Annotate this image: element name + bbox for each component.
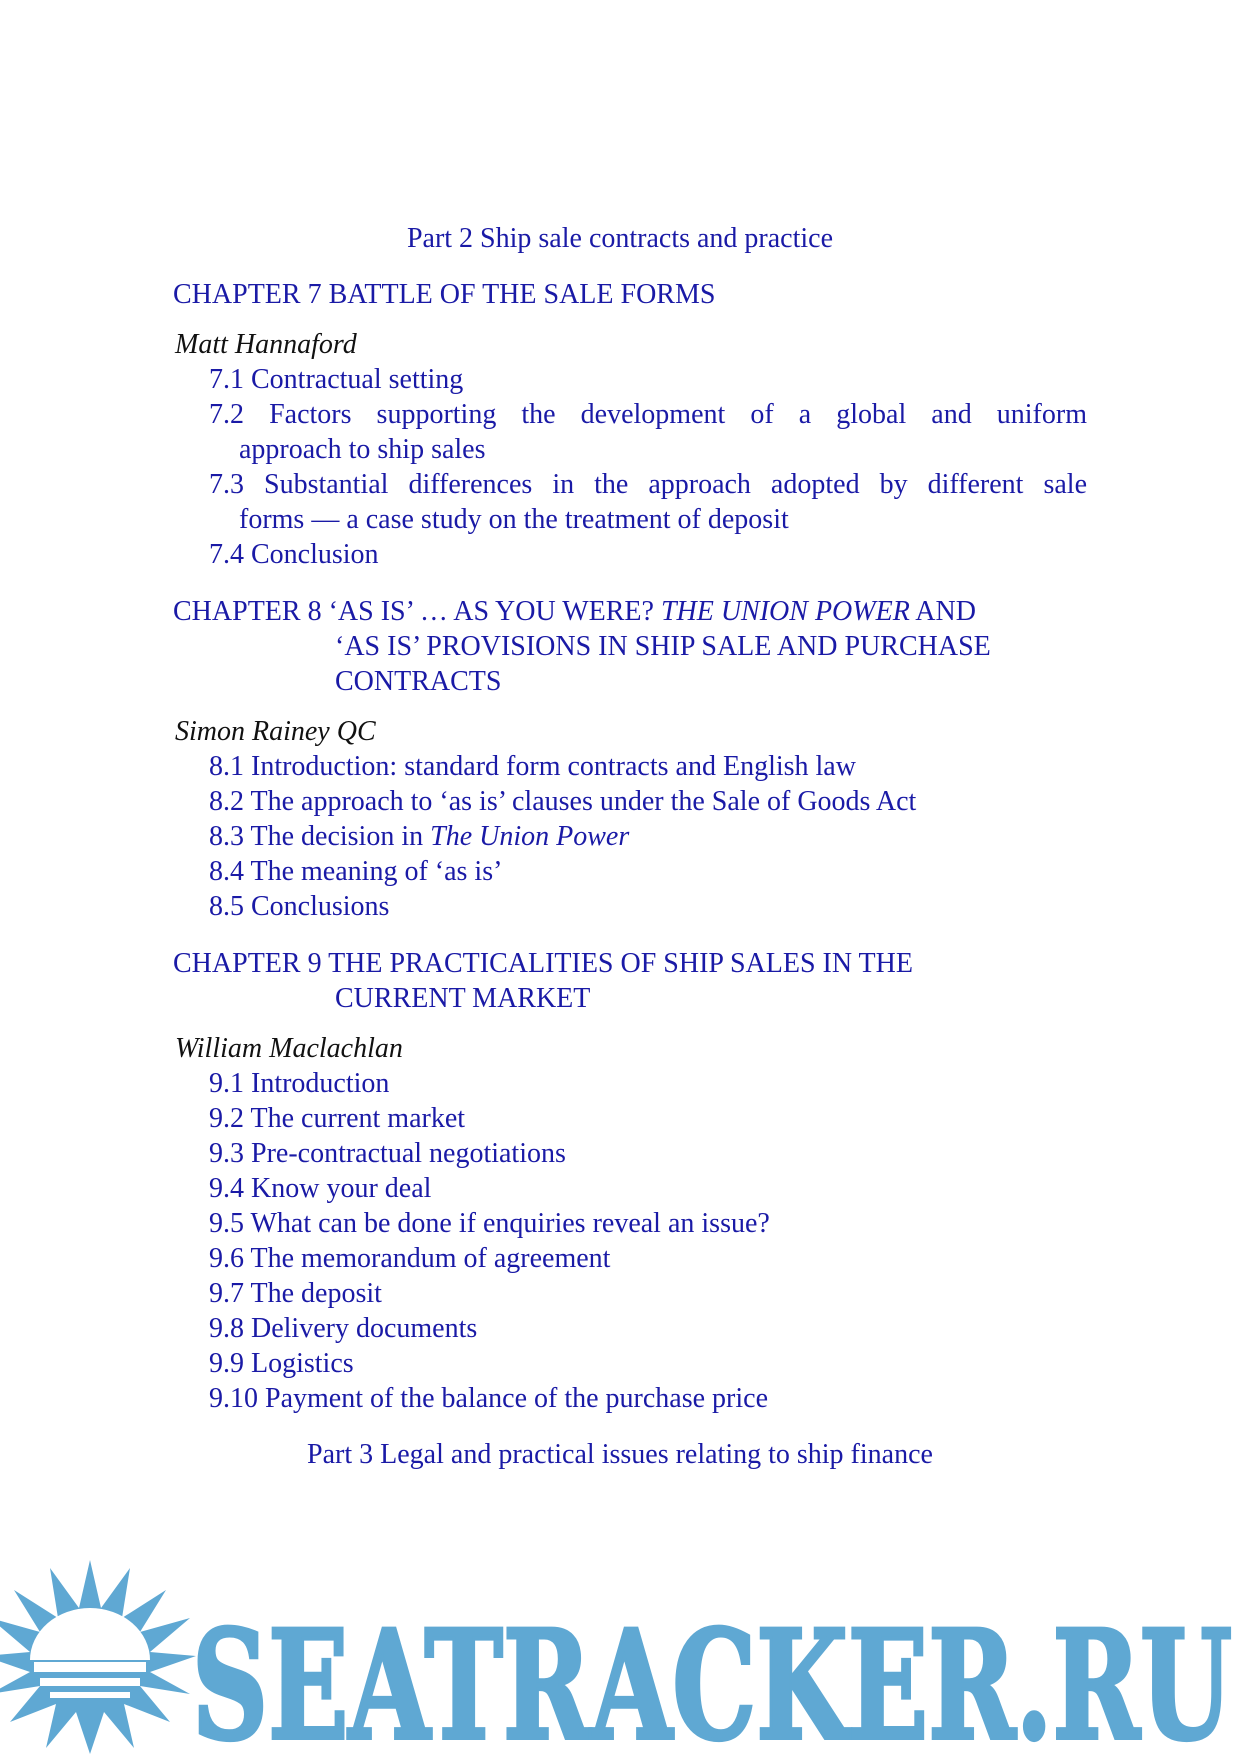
toc-entry-9-10[interactable]: 9.10 Payment of the balance of the purchase price — [209, 1383, 769, 1414]
part-3-heading: Part 3 Legal and practical issues relating to ship finance — [307, 1439, 933, 1470]
chapter-8-title-line3: CONTRACTS — [335, 666, 502, 697]
toc-entry-7-2[interactable] — [209, 397, 1087, 467]
toc-entry-9-2[interactable]: 9.2 The current market — [209, 1103, 466, 1134]
chapter-9-title-line2: CURRENT MARKET — [335, 983, 591, 1014]
toc-entry-8-4[interactable]: 8.4 The meaning of ‘as is’ — [209, 856, 503, 887]
toc-entry-7-2-line2: approach to ship sales — [239, 434, 486, 465]
toc-entry-9-1[interactable]: 9.1 Introduction — [209, 1068, 390, 1099]
chapter-9-author: William Maclachlan — [175, 1033, 403, 1064]
watermark-logo — [0, 1560, 1240, 1754]
chapter-7-title — [173, 277, 1093, 312]
toc-entry-7-4[interactable]: 7.4 Conclusion — [209, 539, 379, 570]
chapter-8-label-a: CHAPTER 8 ‘AS IS’ … AS YOU WERE? — [173, 596, 661, 627]
chapter-9-title — [173, 946, 1093, 1016]
toc-entry-7-2-line1: 7.2 Factors supporting the development of a global and uniform — [209, 399, 1087, 430]
chapter-7-author: Matt Hannaford — [175, 329, 357, 360]
toc-entry-9-7[interactable]: 9.7 The deposit — [209, 1278, 382, 1309]
sun-icon — [0, 1560, 196, 1754]
toc-entry-8-3-italic: The Union Power — [430, 821, 630, 852]
toc-entry-8-3[interactable] — [209, 819, 1087, 854]
toc-entry-9-9[interactable]: 9.9 Logistics — [209, 1348, 354, 1379]
toc-entry-8-3-text: 8.3 The decision in — [209, 821, 431, 852]
watermark-text: SEATRACKER.RU — [192, 1598, 1232, 1754]
toc-entry-8-1[interactable]: 8.1 Introduction: standard form contracts and English law — [209, 751, 856, 782]
chapter-8-label-italic: THE UNION POWER — [660, 596, 910, 627]
chapter-9-title-line1: CHAPTER 9 THE PRACTICALITIES OF SHIP SALES IN THE — [173, 948, 913, 979]
part-2-heading: Part 2 Ship sale contracts and practice — [406, 223, 834, 254]
toc-entry-9-4[interactable]: 9.4 Know your deal — [209, 1173, 432, 1204]
chapter-8-author: Simon Rainey QC — [175, 716, 376, 747]
toc-entry-8-5[interactable]: 8.5 Conclusions — [209, 891, 390, 922]
toc-entry-7-1[interactable]: 7.1 Contractual setting — [209, 364, 464, 395]
toc-entry-9-8[interactable]: 9.8 Delivery documents — [209, 1313, 478, 1344]
chapter-8-title-line2: ‘AS IS’ PROVISIONS IN SHIP SALE AND PURCHASE — [335, 631, 991, 662]
toc-entry-7-3[interactable] — [209, 467, 1087, 537]
chapter-8-title — [173, 594, 1093, 699]
toc-entry-9-3[interactable]: 9.3 Pre-contractual negotiations — [209, 1138, 566, 1169]
chapter-8-title-line1 — [173, 594, 1093, 629]
chapter-7-label: CHAPTER 7 BATTLE OF THE SALE FORMS — [173, 279, 716, 310]
toc-entry-7-3-line2: forms — a case study on the treatment of deposit — [239, 504, 789, 535]
toc-entry-9-6[interactable]: 9.6 The memorandum of agreement — [209, 1243, 611, 1274]
toc-entry-9-5[interactable]: 9.5 What can be done if enquiries reveal an issue? — [209, 1208, 770, 1239]
toc-entry-8-2[interactable]: 8.2 The approach to ‘as is’ clauses under the Sale of Goods Act — [209, 786, 917, 817]
chapter-8-label-b: AND — [909, 596, 976, 627]
toc-entry-7-3-line1: 7.3 Substantial differences in the approach adopted by different sale — [209, 469, 1087, 500]
